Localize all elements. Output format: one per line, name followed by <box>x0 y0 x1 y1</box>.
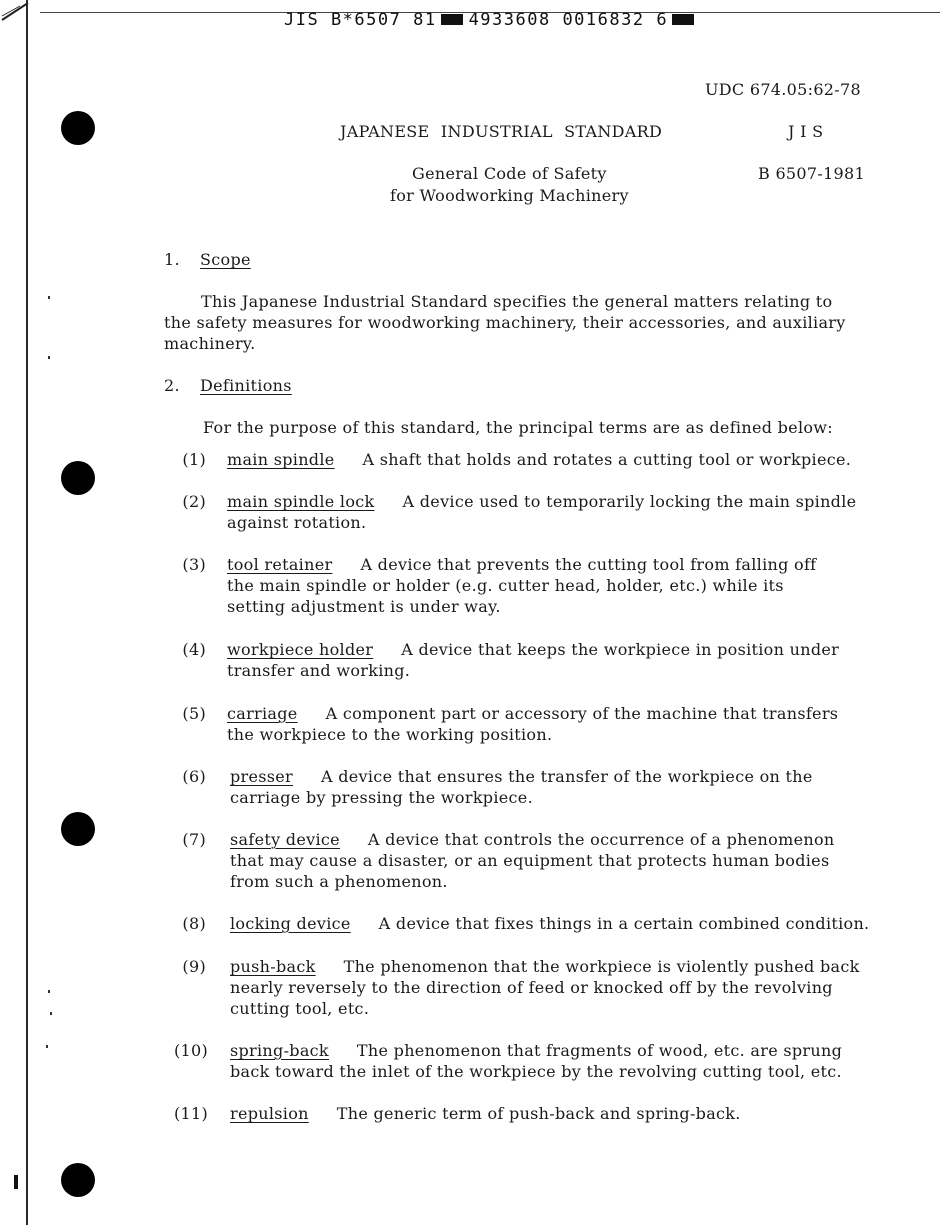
definition-first-line <box>227 491 856 512</box>
definition-text-line: A device used to temporarily locking the main spindle <box>402 492 857 511</box>
definition-text-line: transfer and working. <box>227 661 411 680</box>
definition-term: push-back <box>230 957 316 976</box>
definition-number: (4) <box>182 640 206 659</box>
definition-number: (5) <box>182 704 206 723</box>
definition-first-line <box>230 1103 741 1124</box>
punch-hole-icon <box>61 812 95 846</box>
section-heading-scope: Scope <box>200 250 251 269</box>
definition-text-line: that may cause a disaster, or an equipment that protects human bodies <box>230 851 830 870</box>
definition-term: locking device <box>230 914 351 933</box>
block-mark-icon <box>672 14 694 25</box>
definition-text-line: A device that controls the occurrence of a phenomenon <box>367 830 835 849</box>
definition-term: tool retainer <box>227 555 333 574</box>
definition-text-line: A device that prevents the cutting tool from falling off <box>360 555 817 574</box>
speck <box>50 1012 52 1015</box>
definition-text-line: A device that ensures the transfer of the workpiece on the <box>321 767 813 786</box>
definition-first-line <box>227 554 816 575</box>
definition-text-line: against rotation. <box>227 513 367 532</box>
definition-number: (2) <box>182 492 206 511</box>
definition-first-line <box>227 703 838 724</box>
margin-mark <box>14 1175 18 1189</box>
definition-text-line: The phenomenon that the workpiece is violently pushed back <box>343 957 860 976</box>
definition-term: presser <box>230 767 293 786</box>
definition-text-line: A shaft that holds and rotates a cutting tool or workpiece. <box>362 450 852 469</box>
scope-line-3: machinery. <box>164 334 256 353</box>
speck <box>48 296 50 299</box>
doc-title-line2: for Woodworking Machinery <box>390 186 629 205</box>
definition-text-line: The generic term of push-back and spring-back. <box>336 1104 741 1123</box>
section-number-definitions: 2. <box>164 376 180 395</box>
definition-text-line: nearly reversely to the direction of feed or knocked off by the revolving <box>230 978 833 997</box>
definition-text-line: back toward the inlet of the workpiece by the revolving cutting tool, etc. <box>230 1062 842 1081</box>
speck <box>48 356 50 359</box>
punch-hole-icon <box>61 1163 95 1197</box>
definition-first-line <box>230 766 813 787</box>
definition-text-line: cutting tool, etc. <box>230 999 370 1018</box>
speck <box>46 1045 48 1048</box>
block-mark-icon <box>441 14 463 25</box>
jis-label: J I S <box>788 122 824 141</box>
definition-term: workpiece holder <box>227 640 374 659</box>
corner-mark-icon <box>0 0 32 24</box>
definition-term: carriage <box>227 704 298 723</box>
definition-first-line <box>230 829 834 850</box>
section-heading-definitions: Definitions <box>200 376 292 395</box>
definition-term: main spindle <box>227 450 335 469</box>
punch-hole-icon <box>61 111 95 145</box>
definition-first-line <box>230 913 869 934</box>
definition-term: repulsion <box>230 1104 309 1123</box>
definition-term: safety device <box>230 830 340 849</box>
doc-title-line1: General Code of Safety <box>412 164 607 183</box>
definition-term: spring-back <box>230 1041 329 1060</box>
definition-number: (9) <box>182 957 206 976</box>
definition-term: main spindle lock <box>227 492 375 511</box>
speck <box>48 990 50 993</box>
definition-first-line <box>227 639 839 660</box>
definition-text-line: from such a phenomenon. <box>230 872 448 891</box>
definition-text-line: carriage by pressing the workpiece. <box>230 788 533 807</box>
standard-title: JAPANESE INDUSTRIAL STANDARD <box>340 122 663 141</box>
definition-first-line <box>230 956 860 977</box>
definition-text-line: setting adjustment is under way. <box>227 597 501 616</box>
definition-number: (6) <box>182 767 206 786</box>
standard-number: B 6507-1981 <box>758 164 865 183</box>
section-number-scope: 1. <box>164 250 180 269</box>
scope-line-1: This Japanese Industrial Standard specifies the general matters relating to <box>201 292 833 311</box>
scope-line-2: the safety measures for woodworking machinery, their accessories, and auxiliary <box>164 313 846 332</box>
header-code-part1: JIS B*6507 81 <box>284 10 437 30</box>
definition-text-line: the main spindle or holder (e.g. cutter head, holder, etc.) while its <box>227 576 784 595</box>
definition-text-line: the workpiece to the working position. <box>227 725 553 744</box>
definition-number: (1) <box>182 450 206 469</box>
scan-edge-line <box>26 0 28 1225</box>
definitions-intro: For the purpose of this standard, the principal terms are as defined below: <box>203 418 833 437</box>
definition-text-line: A component part or accessory of the machine that transfers <box>325 704 839 723</box>
definition-first-line <box>230 1040 842 1061</box>
header-code <box>284 10 700 30</box>
definition-text-line: The phenomenon that fragments of wood, etc. are sprung <box>356 1041 843 1060</box>
header-code-part2: 4933608 0016832 6 <box>468 10 669 30</box>
definition-text-line: A device that keeps the workpiece in position under <box>401 640 840 659</box>
definition-number: (10) <box>173 1041 208 1060</box>
definition-number: (11) <box>173 1104 208 1123</box>
definition-text-line: A device that fixes things in a certain combined condition. <box>378 914 870 933</box>
definition-number: (3) <box>182 555 206 574</box>
definition-number: (8) <box>182 914 206 933</box>
definition-number: (7) <box>182 830 206 849</box>
definition-first-line <box>227 449 851 470</box>
punch-hole-icon <box>61 461 95 495</box>
udc-code: UDC 674.05:62-78 <box>705 80 861 99</box>
